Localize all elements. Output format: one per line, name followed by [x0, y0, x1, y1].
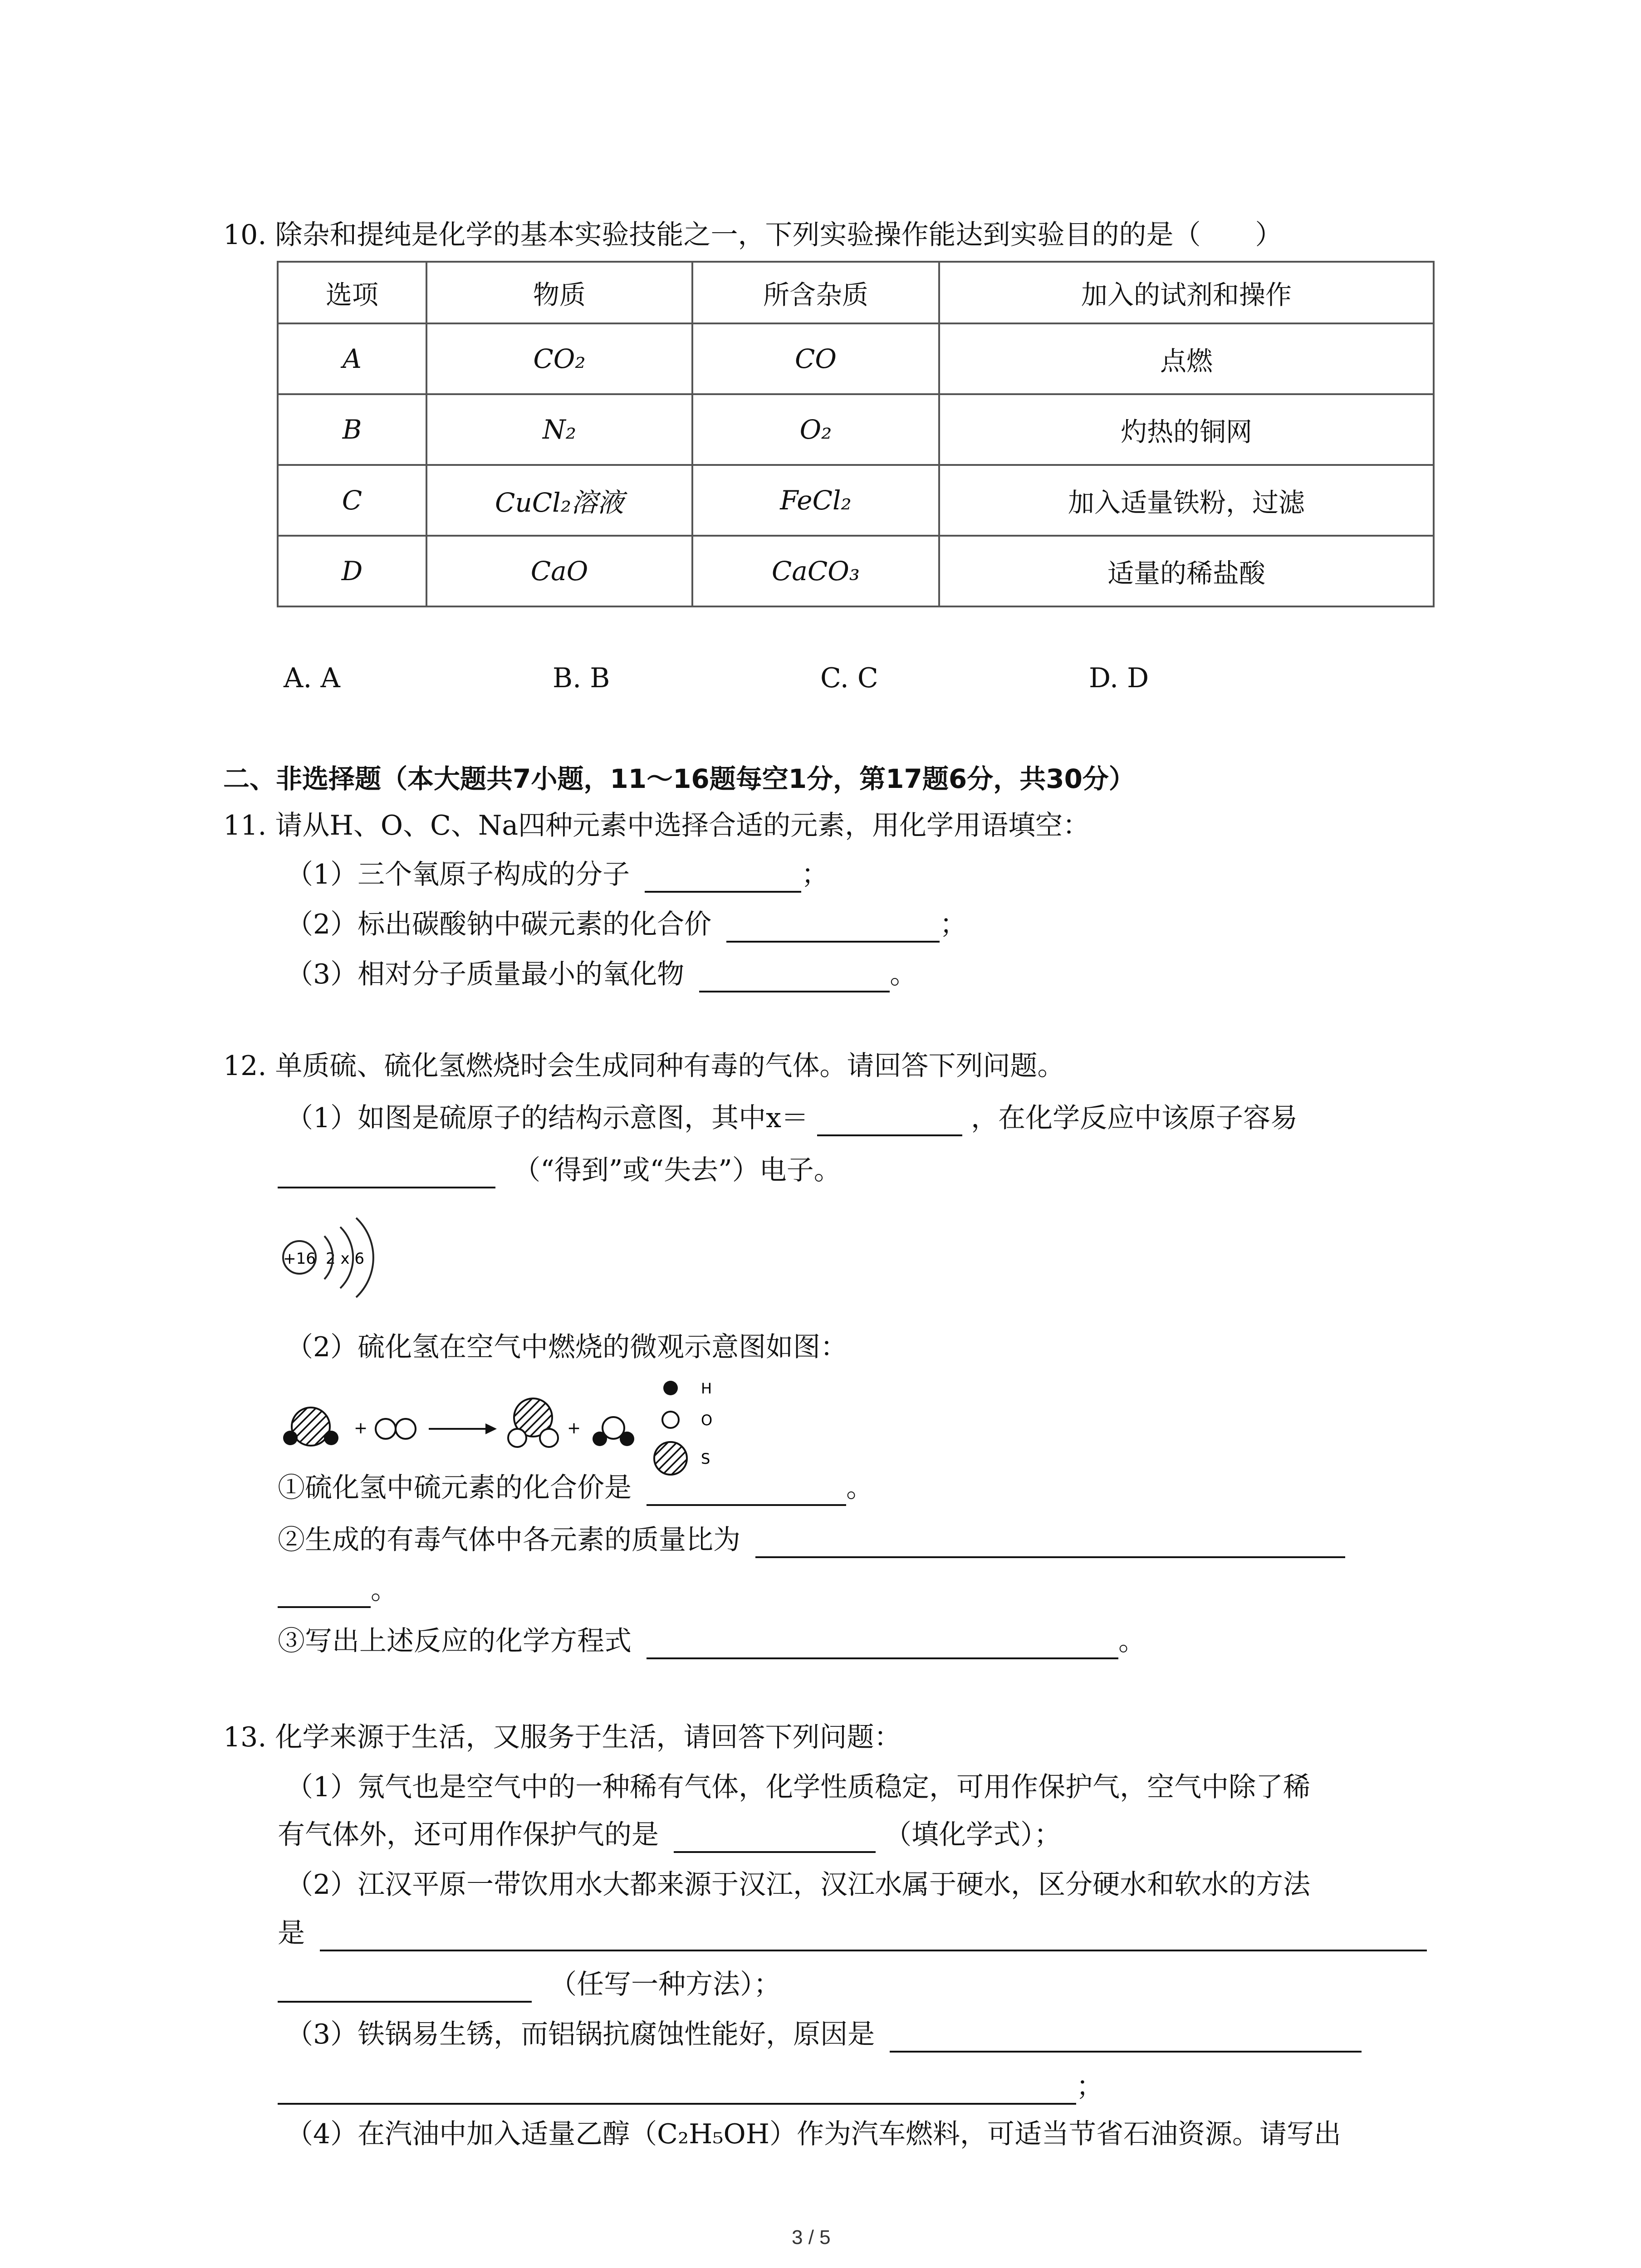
- substance-cell: CO₂: [426, 323, 692, 394]
- q11-part3-text: （3）相对分子质量最小的氧化物: [286, 958, 685, 990]
- q10-stem: 10. 除杂和提纯是化学的基本实验技能之一，下列实验操作能达到实验目的的是（ ）: [223, 219, 1283, 251]
- q11-part3-end: 。: [890, 958, 917, 990]
- legend: [654, 1380, 712, 1475]
- q11-part2: [286, 906, 967, 943]
- answer-blank[interactable]: [647, 1477, 846, 1506]
- table-row: [278, 465, 1434, 536]
- reaction-arrow: [429, 1423, 497, 1434]
- header-cell: 物质: [426, 262, 692, 323]
- q12-part1-text-b: ，在化学反应中该原子容易: [971, 1102, 1298, 1134]
- q12-sub3: [278, 1623, 1146, 1659]
- impurity-cell: CaCO₃: [692, 536, 939, 606]
- q13-part3-line1: [286, 2016, 1362, 2053]
- choice-a[interactable]: A. A: [284, 662, 340, 694]
- operation-cell: 加入适量铁粉，过滤: [939, 465, 1434, 536]
- q12-sub2: [278, 1522, 1345, 1558]
- so2-molecule: [508, 1398, 558, 1447]
- q13-part1-line2: [278, 1817, 1061, 1853]
- table-header-row: [278, 262, 1434, 323]
- q11-part1-end: ；: [801, 859, 829, 890]
- q11-part2-text: （2）标出碳酸钠中碳元素的化合价: [286, 909, 712, 940]
- h2o-molecule: [593, 1417, 634, 1446]
- substance-cell: N₂: [426, 394, 692, 465]
- impurity-cell: CO: [692, 323, 939, 394]
- header-cell: 加入的试剂和操作: [939, 262, 1434, 323]
- sulfur-atom-diagram: [272, 1193, 390, 1320]
- q12-sub2-text: ②生成的有毒气体中各元素的质量比为: [278, 1524, 740, 1556]
- answer-blank[interactable]: [755, 1529, 1345, 1558]
- q12-sub1: [278, 1470, 873, 1506]
- legend-h-label: H: [701, 1380, 712, 1397]
- nucleus-label: +16: [283, 1250, 316, 1268]
- q12-sub3-end: 。: [1118, 1625, 1146, 1657]
- q13-stem: 13. 化学来源于生活，又服务于生活，请回答下列问题：: [223, 1721, 901, 1753]
- q12-stem: 12. 单质硫、硫化氢燃烧时会生成同种有毒的气体。请回答下列问题。: [223, 1050, 1065, 1082]
- table-row: [278, 536, 1434, 606]
- choice-d[interactable]: D. D: [1089, 662, 1149, 694]
- plus-sign-2: +: [567, 1419, 581, 1437]
- page-number: 3 / 5: [792, 2226, 831, 2248]
- q13-part1-line1: （1）氖气也是空气中的一种稀有气体，化学性质稳定，可用作保护气，空气中除了稀: [286, 1771, 1311, 1803]
- q13-part2-line3: [278, 1966, 781, 2003]
- impurity-cell: O₂: [692, 394, 939, 465]
- operation-cell: 点燃: [939, 323, 1434, 394]
- q10-table: [277, 261, 1435, 607]
- q13-part2-text: 是: [278, 1917, 305, 1949]
- answer-blank[interactable]: [278, 1159, 495, 1188]
- q11-part1: [286, 856, 828, 893]
- q13-part3-line2: [278, 2068, 1103, 2105]
- answer-blank[interactable]: [699, 963, 890, 992]
- q12-part1-line2: [278, 1152, 841, 1188]
- q13-part4: （4）在汽油中加入适量乙醇（C₂H₅OH）作为汽车燃料，可适当节省石油资源。请写出: [286, 2118, 1342, 2150]
- q12-sub3-text: ③写出上述反应的化学方程式: [278, 1625, 632, 1657]
- q12-part1-text: （1）如图是硫原子的结构示意图，其中x＝: [286, 1102, 809, 1134]
- h2s-molecule: [283, 1408, 338, 1446]
- header-cell: 选项: [278, 262, 426, 323]
- answer-blank[interactable]: [817, 1107, 962, 1136]
- header-cell: 所含杂质: [692, 262, 939, 323]
- option-cell: B: [278, 394, 426, 465]
- q13-part2-line1: （2）江汉平原一带饮用水大都来源于汉江，汉江水属于硬水，区分硬水和软水的方法: [286, 1869, 1311, 1901]
- table-row: [278, 394, 1434, 465]
- q11-part1-text: （1）三个氧原子构成的分子: [286, 859, 630, 890]
- option-cell: D: [278, 536, 426, 606]
- legend-s-label: S: [701, 1450, 710, 1467]
- q13-part2-line2: [278, 1915, 1427, 1951]
- operation-cell: 灼热的铜网: [939, 394, 1434, 465]
- operation-cell: 适量的稀盐酸: [939, 536, 1434, 606]
- q11-part2-end: ；: [940, 909, 967, 940]
- substance-cell: CuCl₂溶液: [426, 465, 692, 536]
- q12-sub1-end: 。: [846, 1472, 874, 1504]
- q11-part3: [286, 956, 917, 992]
- impurity-cell: FeCl₂: [692, 465, 939, 536]
- choice-c[interactable]: C. C: [820, 662, 878, 694]
- o2-molecule: [376, 1419, 416, 1439]
- q13-part3-text: （3）铁锅易生锈，而铝锅抗腐蚀性能好，原因是: [286, 2019, 875, 2050]
- q12-part1-text-c: （“得到”或“失去”）电子。: [513, 1154, 841, 1186]
- q13-part3-end: ；: [1076, 2071, 1103, 2102]
- answer-blank[interactable]: [647, 1630, 1118, 1659]
- answer-blank[interactable]: [320, 1922, 1427, 1951]
- answer-blank[interactable]: [645, 864, 801, 893]
- answer-blank[interactable]: [726, 914, 940, 943]
- answer-blank[interactable]: [278, 2076, 1076, 2105]
- shell-electrons-label: 2 x 6: [326, 1250, 364, 1268]
- legend-h-marker: [663, 1381, 678, 1395]
- q11-stem: 11. 请从H、O、C、Na四种元素中选择合适的元素，用化学用语填空：: [223, 810, 1090, 841]
- q12-part2: （2）硫化氢在空气中燃烧的微观示意图如图：: [286, 1331, 848, 1363]
- answer-blank[interactable]: [674, 1824, 876, 1853]
- option-cell: C: [278, 465, 426, 536]
- legend-o-marker: [662, 1412, 679, 1428]
- section-title: 二、非选择题（本大题共7小题，11～16题每空1分，第17题6分，共30分）: [223, 763, 1135, 794]
- q12-sub1-text: ①硫化氢中硫元素的化合价是: [278, 1472, 632, 1504]
- table-row: [278, 323, 1434, 394]
- legend-o-label: O: [701, 1412, 713, 1429]
- q13-part1-text: 有气体外，还可用作保护气的是: [278, 1819, 659, 1851]
- answer-blank[interactable]: [890, 2024, 1362, 2053]
- plus-sign-1: +: [354, 1419, 368, 1437]
- substance-cell: CaO: [426, 536, 692, 606]
- q12-sub2-end: 。: [371, 1574, 398, 1606]
- reaction-micro-diagram: [272, 1370, 771, 1479]
- option-cell: A: [278, 323, 426, 394]
- q13-part1-end: （填化学式）；: [884, 1819, 1062, 1851]
- q12-sub2-line2: [278, 1572, 398, 1608]
- answer-blank[interactable]: [278, 1579, 371, 1608]
- choice-b[interactable]: B. B: [553, 662, 610, 694]
- q13-part2-end: （任写一种方法）；: [549, 1969, 781, 2000]
- q12-part1-line1: [286, 1100, 1298, 1136]
- answer-blank[interactable]: [278, 1974, 532, 2003]
